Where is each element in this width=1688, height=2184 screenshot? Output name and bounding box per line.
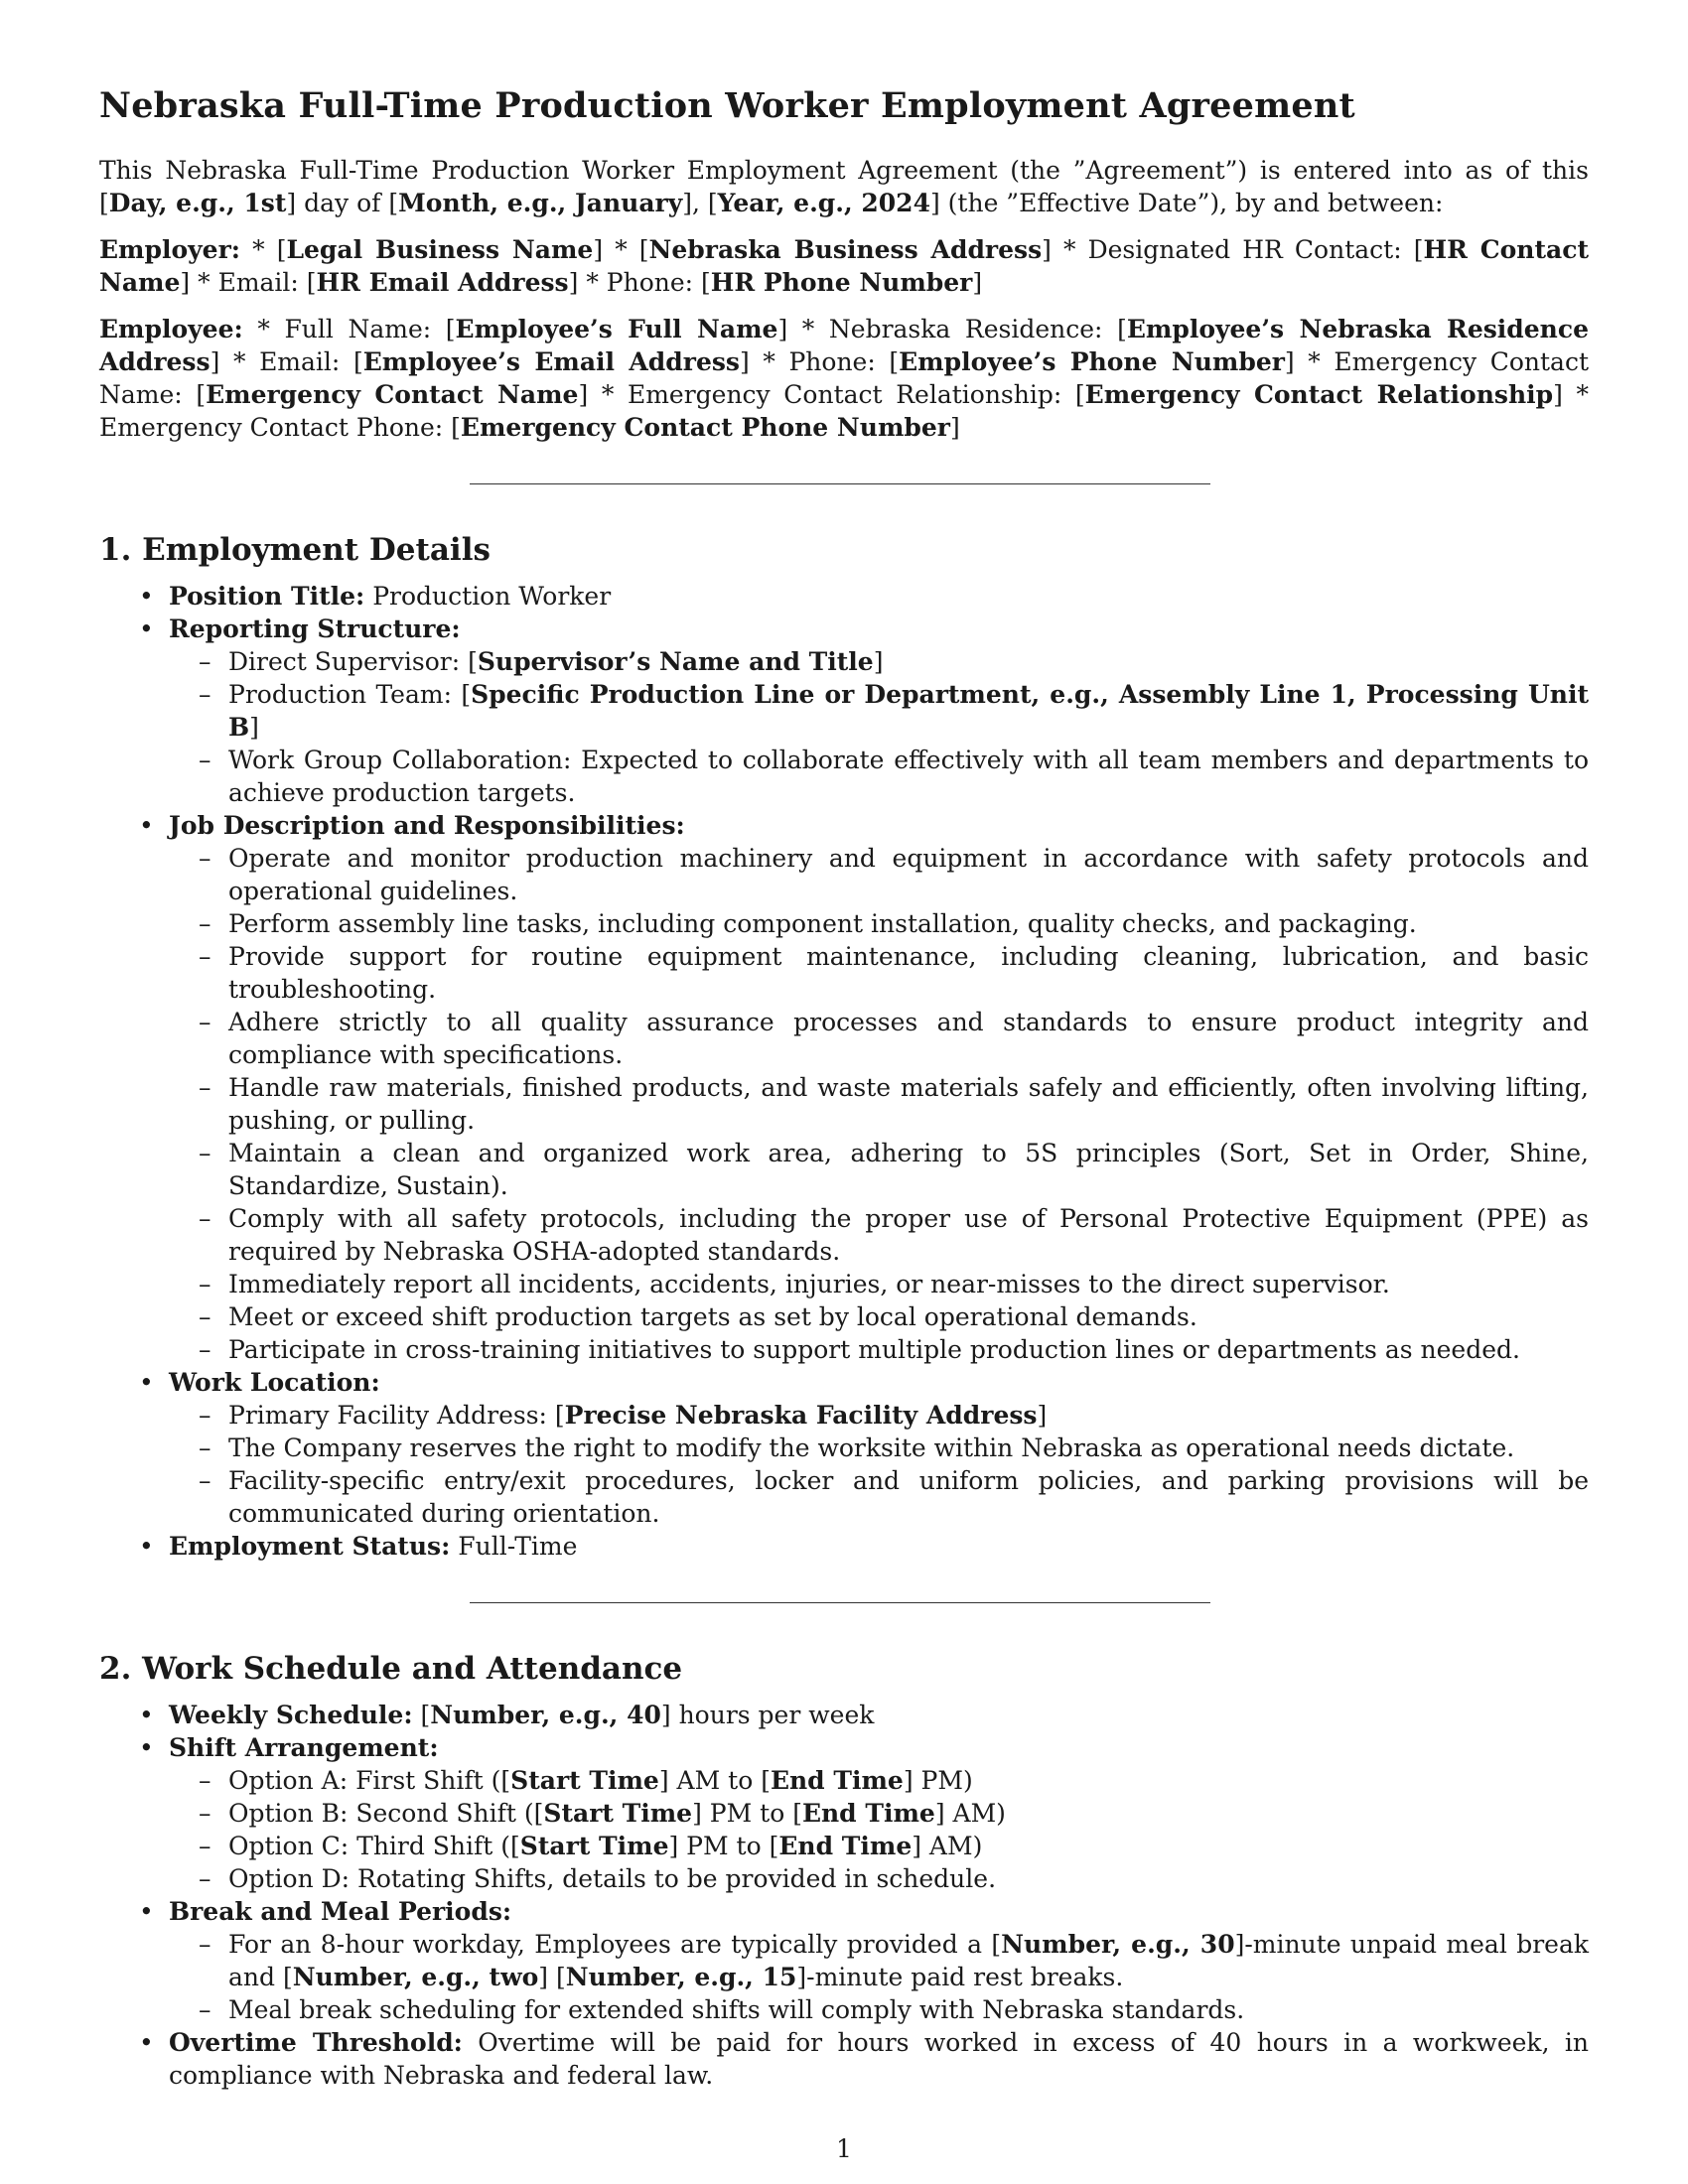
employer-name-placeholder: Legal Business Name: [286, 235, 594, 264]
duty-item: – Immediately report all incidents, accidents, injuries, or near-misses to the direct supervisor.: [228, 1268, 1589, 1300]
year-placeholder: Year, e.g., 2024: [717, 189, 930, 217]
supervisor-text: Direct Supervisor: [: [228, 647, 478, 676]
shift-text: ] PM to [: [668, 1832, 779, 1860]
agreement-page: [99, 85, 1589, 2092]
employment-details-list: [99, 580, 1589, 1563]
duties-sublist: [169, 842, 1589, 1366]
employee-text: ] * Emergency Contact Phone: [: [99, 380, 1589, 442]
shift-text: Option B: Second Shift ([: [228, 1799, 544, 1828]
start-time-placeholder: Start Time: [510, 1766, 659, 1795]
employee-text: ] * Email: [: [210, 347, 363, 376]
employee-text: ] * Nebraska Residence: [: [777, 315, 1127, 343]
list-item: – Meal break scheduling for extended shifts will comply with Nebraska standards.: [228, 1993, 1589, 2026]
employee-text: ] * Emergency Contact Relationship: [: [578, 380, 1085, 409]
list-item: [169, 1530, 1589, 1563]
employer-text: ] * Phone: [: [568, 268, 711, 297]
list-item: [169, 1731, 1589, 1895]
location-label: Work Location:: [169, 1368, 380, 1397]
intro-paragraph: [99, 154, 1589, 219]
employee-block: [99, 313, 1589, 444]
employer-address-placeholder: Nebraska Business Address: [648, 235, 1043, 264]
team-text: Production Team: [: [228, 680, 472, 709]
list-item: [169, 809, 1589, 1366]
start-time-placeholder: Start Time: [519, 1832, 669, 1860]
reporting-sublist: [169, 645, 1589, 809]
employer-text: ]: [972, 268, 983, 297]
employee-text: * Full Name: [: [242, 315, 456, 343]
employee-label: Employee:: [99, 315, 243, 343]
meal-minutes-placeholder: Number, e.g., 30: [1001, 1930, 1235, 1959]
team-placeholder: Specific Production Line or Department, e.g., Assembly Line 1, Processing Unit B: [228, 680, 1589, 742]
end-time-placeholder: End Time: [778, 1832, 913, 1860]
section-divider: [470, 1602, 1210, 1603]
end-time-placeholder: End Time: [770, 1766, 904, 1795]
duty-item: – Handle raw materials, finished products, and waste materials safely and efficiently, often involving lifting, pushing, or pulling.: [228, 1071, 1589, 1137]
location-sublist: [169, 1399, 1589, 1530]
shift-text: ] PM): [903, 1766, 973, 1795]
month-placeholder: Month, e.g., January: [398, 189, 683, 217]
supervisor-placeholder: Supervisor’s Name and Title: [477, 647, 874, 676]
emergency-relationship-placeholder: Emergency Contact Relationship: [1084, 380, 1554, 409]
employee-email-placeholder: Employee’s Email Address: [362, 347, 740, 376]
employee-phone-placeholder: Employee’s Phone Number: [899, 347, 1285, 376]
hr-name-placeholder: HR Contact Name: [99, 235, 1589, 297]
shift-text: Option C: Third Shift ([: [228, 1832, 520, 1860]
employee-residence-placeholder: Employee’s Nebraska Residence Address: [99, 315, 1589, 376]
duty-item: – Participate in cross-training initiatives to support multiple production lines or departments as needed.: [228, 1333, 1589, 1366]
shift-text: ] PM to [: [692, 1799, 802, 1828]
rest-count-placeholder: Number, e.g., two: [292, 1963, 539, 1991]
break-sublist: [169, 1928, 1589, 2026]
status-value: Full-Time: [450, 1532, 578, 1561]
list-item: [228, 1797, 1589, 1830]
list-item: – Facility-specific entry/exit procedures, locker and uniform policies, and parking provisions will be communicated during orientation.: [228, 1464, 1589, 1530]
hr-phone-placeholder: HR Phone Number: [710, 268, 973, 297]
list-item: – Work Group Collaboration: Expected to collaborate effectively with all team members and departments to achieve production targets.: [228, 744, 1589, 809]
intro-text: This Nebraska Full-Time Production Worker Employment Agreement (the ”Agreement”) is entered into as of this [: [99, 156, 1589, 217]
section-divider: [470, 483, 1210, 484]
page-number: 1: [836, 2134, 852, 2163]
list-item: [228, 1830, 1589, 1862]
break-text: For an 8-hour workday, Employees are typically provided a [: [228, 1930, 1002, 1959]
weekly-text: ] hours per week: [660, 1701, 875, 1729]
list-item: – The Company reserves the right to modify the worksite within Nebraska as operational needs dictate.: [228, 1432, 1589, 1464]
shift-text: ] AM): [934, 1799, 1006, 1828]
list-item: [228, 1928, 1589, 1993]
status-label: Employment Status:: [169, 1532, 451, 1561]
duty-item: – Provide support for routine equipment maintenance, including cleaning, lubrication, and basic troubleshooting.: [228, 940, 1589, 1006]
break-text: ] [: [538, 1963, 566, 1991]
employee-name-placeholder: Employee’s Full Name: [455, 315, 778, 343]
work-schedule-list: [99, 1699, 1589, 2092]
intro-text: ], [: [682, 189, 718, 217]
weekly-label: Weekly Schedule:: [169, 1701, 413, 1729]
emergency-name-placeholder: Emergency Contact Name: [206, 380, 579, 409]
duty-item: – Adhere strictly to all quality assurance processes and standards to ensure product integrity and compliance with specifications.: [228, 1006, 1589, 1071]
break-label: Break and Meal Periods:: [169, 1897, 512, 1926]
section-heading-work-schedule: 2. Work Schedule and Attendance: [99, 1651, 683, 1687]
employer-text: ] * Email: [: [180, 268, 317, 297]
shift-text: ] AM): [912, 1832, 983, 1860]
employer-text: ] * Designated HR Contact: [: [1042, 235, 1424, 264]
weekly-hours-placeholder: Number, e.g., 40: [430, 1701, 661, 1729]
list-item: [228, 1764, 1589, 1797]
hr-email-placeholder: HR Email Address: [316, 268, 569, 297]
emergency-phone-placeholder: Emergency Contact Phone Number: [460, 413, 950, 442]
section-heading-employment-details: 1. Employment Details: [99, 532, 491, 568]
list-item: – Direct Supervisor: [Supervisor’s Name and Title]: [228, 645, 1589, 678]
list-item: [169, 1366, 1589, 1530]
list-item: [169, 580, 1589, 613]
position-label: Position Title:: [169, 582, 365, 611]
facility-text: Primary Facility Address: [: [228, 1401, 565, 1430]
document-title: Nebraska Full-Time Production Worker Employment Agreement: [99, 85, 1355, 126]
duty-item: – Perform assembly line tasks, including component installation, quality checks, and packaging.: [228, 907, 1589, 940]
end-time-placeholder: End Time: [801, 1799, 935, 1828]
list-item: • Weekly Schedule: [Number, e.g., 40] hours per week: [169, 1699, 1589, 1731]
employee-text: ] * Emergency Contact Name: [: [99, 347, 1589, 409]
intro-text: ] day of [: [286, 189, 399, 217]
day-placeholder: Day, e.g., 1st: [108, 189, 287, 217]
start-time-placeholder: Start Time: [543, 1799, 693, 1828]
break-text: ]-minute paid rest breaks.: [796, 1963, 1124, 1991]
employer-text: * [: [240, 235, 287, 264]
facility-placeholder: Precise Nebraska Facility Address: [564, 1401, 1038, 1430]
list-item: [169, 1895, 1589, 2026]
list-item: – Option D: Rotating Shifts, details to be provided in schedule.: [228, 1862, 1589, 1895]
intro-text: ] (the ”Effective Date”), by and between:: [929, 189, 1444, 217]
employer-text: ] * [: [593, 235, 649, 264]
shift-text: Option A: First Shift ([: [228, 1766, 511, 1795]
shift-sublist: [169, 1764, 1589, 1895]
rest-minutes-placeholder: Number, e.g., 15: [565, 1963, 797, 1991]
list-item: [169, 613, 1589, 809]
duty-item: – Meet or exceed shift production targets as set by local operational demands.: [228, 1300, 1589, 1333]
overtime-label: Overtime Threshold:: [169, 2028, 463, 2057]
list-item: – Primary Facility Address: [Precise Nebraska Facility Address]: [228, 1399, 1589, 1432]
employer-block: [99, 233, 1589, 299]
duty-item: – Maintain a clean and organized work area, adhering to 5S principles (Sort, Set in Order, Shine, Standardize, Sustain).: [228, 1137, 1589, 1202]
list-item: – Production Team: [Specific Production Line or Department, e.g., Assembly Line 1, Processing Unit B]: [228, 678, 1589, 744]
shift-label: Shift Arrangement:: [169, 1733, 439, 1762]
reporting-label: Reporting Structure:: [169, 614, 461, 643]
employer-label: Employer:: [99, 235, 240, 264]
break-text: ]-minute unpaid meal break and [: [228, 1930, 1589, 1991]
overtime-text: Overtime will be paid for hours worked in excess of 40 hours in a workweek, in compliance with Nebraska and federal law.: [169, 2028, 1589, 2090]
employee-text: ] * Phone: [: [740, 347, 900, 376]
employee-text: ]: [949, 413, 960, 442]
duty-item: – Comply with all safety protocols, including the proper use of Personal Protective Equipment (PPE) as required by Nebraska OSHA-adopted standards.: [228, 1202, 1589, 1268]
list-item: [169, 2026, 1589, 2092]
duty-item: – Operate and monitor production machinery and equipment in accordance with safety protocols and operational guidelines.: [228, 842, 1589, 907]
job-label: Job Description and Responsibilities:: [169, 811, 685, 840]
position-value: Production Worker: [364, 582, 612, 611]
shift-text: ] AM to [: [658, 1766, 771, 1795]
